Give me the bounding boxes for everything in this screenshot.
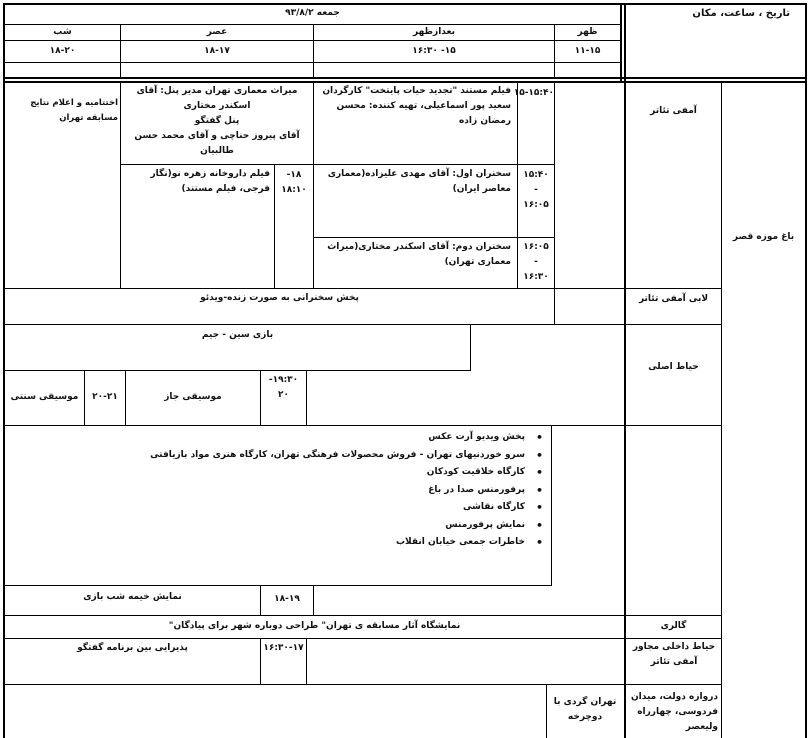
inner-yard-time: ۱۶:۳۰-۱۷ <box>263 643 304 653</box>
period-evening-label: عصر <box>206 27 228 37</box>
period-night-time: ۱۸-۲۰ <box>49 46 76 56</box>
trad-time: ۲۰-۲۱ <box>92 392 118 402</box>
list-item: • کارگاه نقاشی <box>120 499 545 517</box>
inner-yard-text: پذیرایی بین برنامه گفتگو <box>77 643 188 653</box>
period-afternoon-label: بعدازظهر <box>413 27 455 37</box>
lobby-label: لابی آمفی تئاتر <box>638 294 709 304</box>
gallery-text: نمایشگاه آثار مسابقه ی تهران" طراحی دوباره شهر برای پیادگان" <box>168 621 461 631</box>
list-item: • سرو خوردنیهای تهران - فروش محصولات فرهنگی تهران، کارگاه هنری مواد بازیافتی <box>120 447 545 465</box>
date-header: جمعه ۹۳/۸/۲ <box>285 8 340 18</box>
period-afternoon-time: ۱۵- ۱۶:۳۰ <box>412 46 456 56</box>
speaker1-text: سخنران اول: آقای مهدی علیزاده(معماری معاصر ایران) <box>327 169 511 194</box>
yard-activities <box>120 429 545 579</box>
closing-text: اختتامیه و اعلام نتایج مسابقه تهران <box>30 98 118 123</box>
jazz-text: موسیقی جاز <box>164 392 222 402</box>
gate-label: دروازه دولت، میدان فردوسی، چهارراه ولیعصر <box>631 692 718 732</box>
amphi-label: آمفی تئاتر <box>650 106 697 116</box>
list-item: • نمایش پرفورمنس <box>120 517 545 535</box>
speaker1-time: ۱۵:۴۰ - ۱۶:۰۵ <box>523 170 549 210</box>
bike-tour-text: تهران گردی با دوچرخه <box>553 697 617 722</box>
lobby-text: پخش سخنرانی به صورت زنده-ویدئو <box>200 293 359 303</box>
film2-text: فیلم داروخانه زهره نو(نگار فرجی، فیلم مستند) <box>150 169 270 194</box>
speaker2-text: سخنران دوم: آقای اسکندر مختاری(میراث معماری تهران) <box>327 242 511 267</box>
period-noon-label: ظهر <box>577 27 598 37</box>
venue-label: باغ موزه قصر <box>732 232 795 242</box>
trad-text: موسیقی سنتی <box>10 392 79 402</box>
tent-time: ۱۸-۱۹ <box>274 594 300 604</box>
list-item: • خاطرات جمعی خیابان انقلاب <box>120 534 545 552</box>
tent-text: نمایش خیمه شب بازی <box>83 592 182 602</box>
game-text: بازی سین - جیم <box>201 330 274 340</box>
list-item: • پخش ویدیو آرت عکس <box>120 429 545 447</box>
film2-time: ۱۸- ۱۸:۱۰ <box>281 170 307 195</box>
inner-yard-label: حیاط داخلی مجاور آمفی تئاتر <box>632 642 716 667</box>
yard-label: حیاط اصلی <box>648 362 699 372</box>
list-item: • کارگاه خلاقیت کودکان <box>120 464 545 482</box>
panel-text: میراث معماری تهران مدیر پنل: آقای اسکندر مختاری پنل گفتگو آقای پیروز حناچی و آقای محمد حسن طالبیان <box>134 86 300 156</box>
speaker2-time: ۱۶:۰۵ - ۱۶:۳۰ <box>523 242 549 282</box>
corner-label: تاریخ ، ساعت، مکان <box>692 8 790 19</box>
period-night-label: شب <box>53 27 72 37</box>
gallery-label: گالری <box>660 621 687 631</box>
period-evening-time: ۱۸-۱۷ <box>204 46 230 56</box>
film1-text: فیلم مستند "تجدید حیات پایتخت" کارگردان سعید پور اسماعیلی، تهیه کننده: محسن رمضان زاده <box>322 86 511 126</box>
film1-time: ۱۵-۱۵:۴۰ <box>513 88 554 98</box>
jazz-time: ۱۹:۳۰- ۲۰ <box>268 375 299 400</box>
list-item: • پرفورمنس صدا در باغ <box>120 482 545 500</box>
period-noon-time: ۱۱-۱۵ <box>574 46 601 56</box>
